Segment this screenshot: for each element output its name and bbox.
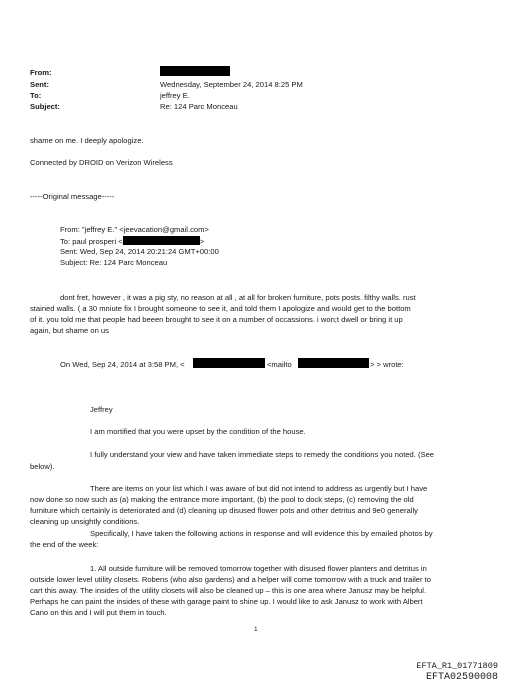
letter-p3-line-3: furniture which certainly is deteriorated and (d) cleaning up disused flower pots and other detritus and 9e0 generally — [30, 506, 418, 515]
original-to-suffix: > — [199, 237, 205, 246]
sent-value: Wednesday, September 24, 2014 8:25 PM — [160, 80, 303, 89]
original-subject: Subject: Re: 124 Parc Monceau — [60, 258, 168, 267]
letter-p1: I am mortified that you were upset by the condition of the house. — [90, 427, 306, 436]
original-to — [60, 236, 204, 247]
subject-label: Subject: — [30, 102, 60, 111]
letter-p5-line-4: Perhaps he can paint the insides of these with garage paint to shine up. I would like to ask Janusz to work with Albert — [30, 597, 423, 606]
letter-p4-line-2: the end of the week: — [30, 540, 99, 549]
letter-p3-line-2: now done so now such as (a) making the entrance more important, (b) the pool to dock steps, (c) removing the old — [30, 495, 414, 504]
letter-p3-line-4: cleaning up unsightly conditions. — [30, 517, 140, 526]
quote-suffix: > > wrote: — [370, 360, 404, 369]
letter-salutation: Jeffrey — [90, 405, 113, 414]
letter-p5-line-2: outside lower level utility closets. Robens (who also gardens) and a helper will come tomorrow with a truck and trailer to — [30, 575, 431, 584]
redacted-to-address — [123, 236, 200, 245]
to-value: jeffrey E. — [160, 91, 190, 100]
redacted-quote-email — [193, 358, 265, 368]
letter-p4-line-1: Specifically, I have taken the following actions in response and will evidence this by emailed photos by — [90, 529, 433, 538]
reply-line-1: shame on me. I deeply apologize. — [30, 136, 144, 145]
footer-id-1: EFTA_R1_01771809 — [416, 661, 498, 671]
reply-line-2: Connected by DROID on Verizon Wireless — [30, 158, 173, 167]
original-sent: Sent: Wed, Sep 24, 2014 20:21:24 GMT+00:00 — [60, 247, 219, 256]
quote-mailto: <mailto — [267, 360, 292, 369]
original-from: From: "jeffrey E." <jeevacation@gmail.com> — [60, 225, 209, 234]
body1-line-1: dont fret, however , it was a pig sty, no reason at all , at all for broken furniture, pots posts. filthy walls. rust — [60, 293, 416, 302]
sent-label: Sent: — [30, 80, 49, 89]
redacted-mailto-address — [298, 358, 369, 368]
original-separator: -----Original message----- — [30, 192, 115, 201]
letter-p2-line-1: I fully understand your view and have taken immediate steps to remedy the conditions you noted. (See — [90, 450, 435, 459]
footer-id-2: EFTA02590008 — [425, 672, 498, 683]
from-label: From: — [30, 68, 52, 77]
quote-prefix: On Wed, Sep 24, 2014 at 3:58 PM, < — [60, 360, 185, 369]
letter-p5-line-5: Cano on this and I will put them in touch. — [30, 608, 167, 617]
body1-line-2: stained walls. ( a 30 mniute fix I brought someone to see it, and told them I apologize and would get to the bottom — [30, 304, 411, 313]
subject-value: Re: 124 Parc Monceau — [160, 102, 238, 111]
original-to-prefix: To: paul prosperi < — [60, 237, 123, 246]
letter-p2-line-2: below). — [30, 462, 55, 471]
body1-line-4: again, but shame on us — [30, 326, 109, 335]
letter-p5-line-3: cart this away. The insides of the utility closets will also be cleaned up – this is one area where Janusz may be helpful. — [30, 586, 427, 595]
body1-line-3: of it. you told me that people had beeen brought to see it on a number of occassions. i won;t dwell or bring it up — [30, 315, 403, 324]
to-label: To: — [30, 91, 42, 100]
redacted-sender — [160, 66, 230, 76]
letter-p3-line-1: There are items on your list which I was aware of but did not intend to address as urgently but I have — [90, 484, 428, 493]
page-number: 1 — [254, 626, 258, 633]
letter-p5-line-1: 1. All outside furniture will be removed tomorrow together with disused flower planters and detritus in — [90, 564, 427, 573]
